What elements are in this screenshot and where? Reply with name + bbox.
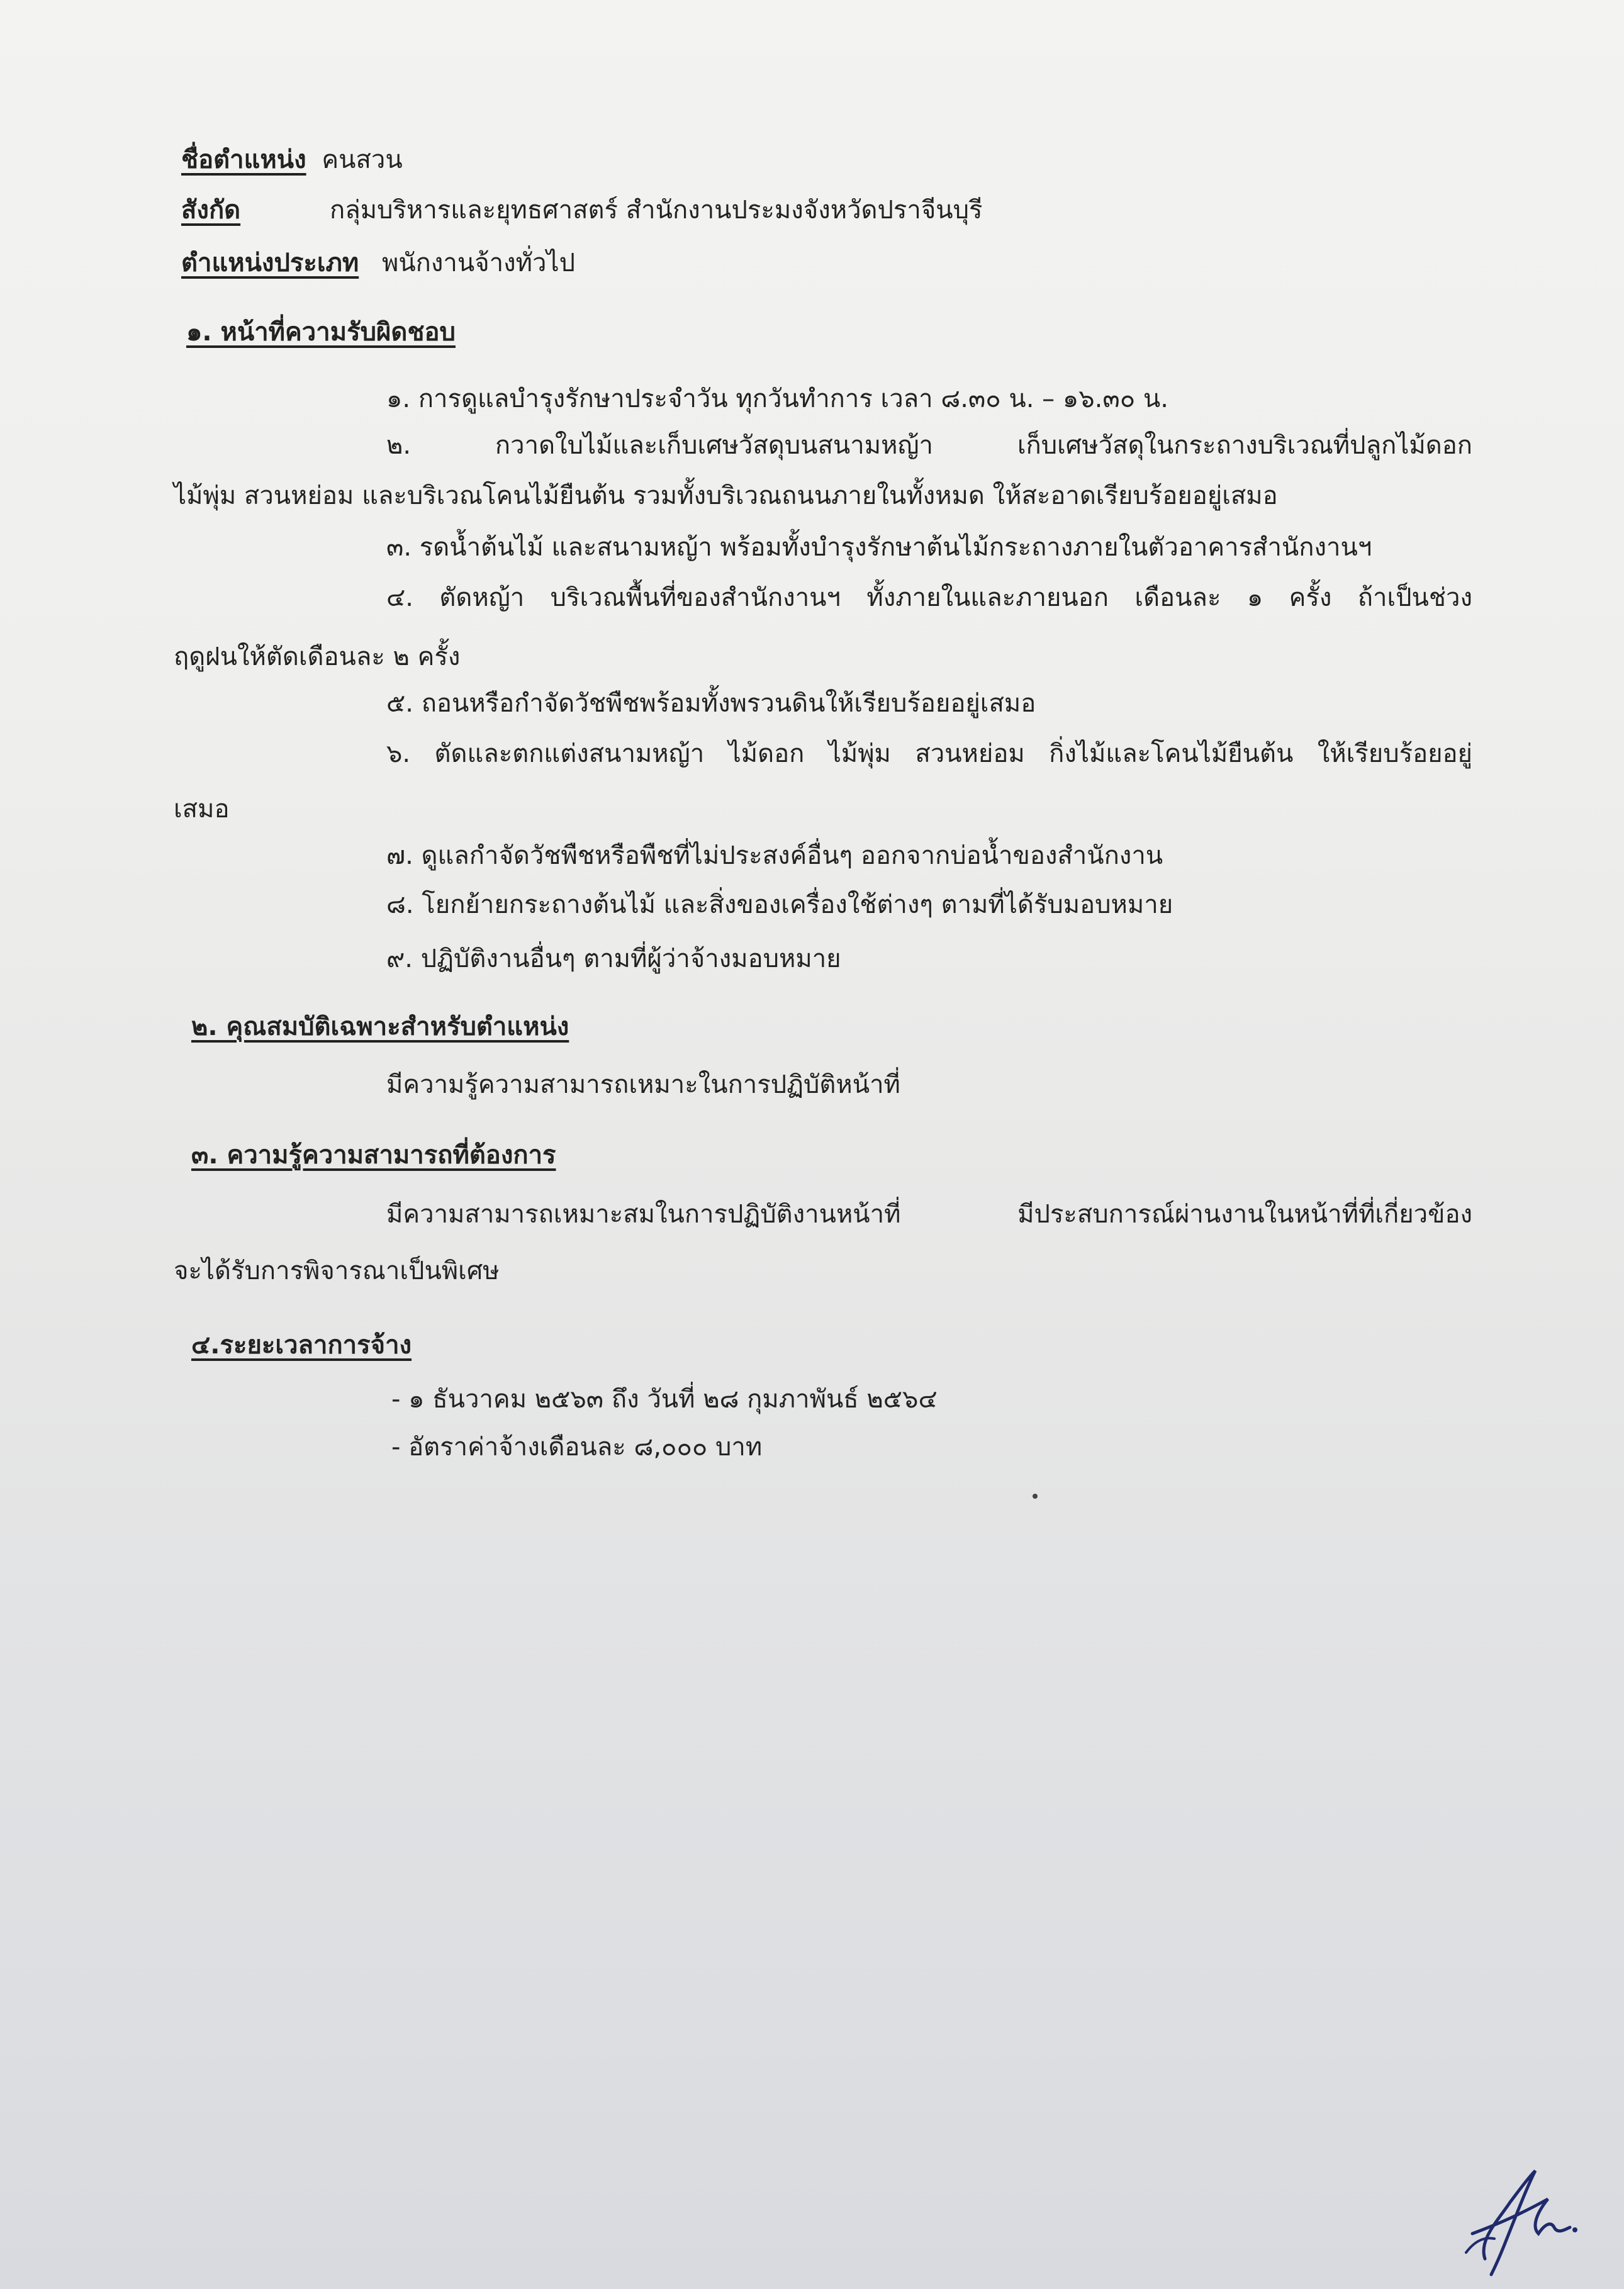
position-label: ชื่อตำแหน่ง [181, 145, 306, 174]
affiliation-label: สังกัด [181, 196, 241, 225]
affiliation-value: กลุ่มบริหารและยุทธศาสตร์ สำนักงานประมงจังหวัดปราจีนบุรี [330, 196, 983, 225]
affiliation-row [181, 193, 240, 228]
duty-item-1: ๑. การดูแลบำรุงรักษาประจำวัน ทุกวันทำการ เวลา ๘.๓๐ น. – ๑๖.๓๐ น. [386, 384, 1168, 413]
section2-text: มีความรู้ความสามารถเหมาะในการปฏิบัติหน้าที่ [386, 1070, 900, 1099]
duty-item-4: ๔. ตัดหญ้า บริเวณพื้นที่ของสำนักงานฯ ทั้งภายในและภายนอก เดือนละ ๑ ครั้ง ถ้าเป็นช่วง [386, 583, 1472, 612]
section3-line1: มีความสามารถเหมาะสมในการปฏิบัติงานหน้าที่ มีประสบการณ์ผ่านงานในหน้าที่ที่เกี่ยวข้อง [386, 1200, 1472, 1229]
duty-item-2: ๒. กวาดใบไม้และเก็บเศษวัสดุบนสนามหญ้า เก็บเศษวัสดุในกระถางบริเวณที่ปลูกไม้ดอก [386, 431, 1472, 460]
duty-item-6-cont: เสมอ [174, 795, 230, 824]
duty-item-5: ๕. ถอนหรือกำจัดวัชพืชพร้อมทั้งพรวนดินให้เรียบร้อยอยู่เสมอ [386, 689, 1036, 718]
section4-heading: ๔.ระยะเวลาการจ้าง [191, 1331, 412, 1360]
duty-item-9: ๙. ปฏิบัติงานอื่นๆ ตามที่ผู้ว่าจ้างมอบหมาย [386, 944, 841, 973]
duty-item-8: ๘. โยกย้ายกระถางต้นไม้ และสิ่งของเครื่องใช้ต่างๆ ตามที่ได้รับมอบหมาย [386, 890, 1173, 919]
type-value: พนักงานจ้างทั่วไป [381, 249, 575, 277]
section3-heading: ๓. ความรู้ความสามารถที่ต้องการ [191, 1141, 556, 1170]
type-row [181, 245, 575, 281]
position-value: คนสวน [322, 145, 403, 174]
type-label: ตำแหน่งประเภท [181, 249, 359, 277]
ink-dot [1033, 1494, 1038, 1499]
section1-heading: ๑. หน้าที่ความรับผิดชอบ [186, 318, 456, 347]
duty-item-3: ๓. รดน้ำต้นไม้ และสนามหญ้า พร้อมทั้งบำรุงรักษาต้นไม้กระถางภายในตัวอาคารสำนักงานฯ [386, 533, 1372, 562]
duty-item-7: ๗. ดูแลกำจัดวัชพืชหรือพืชที่ไม่ประสงค์อื่นๆ ออกจากบ่อน้ำของสำนักงาน [386, 841, 1163, 870]
duty-item-2-cont: ไม้พุ่ม สวนหย่อม และบริเวณโคนไม้ยืนต้น รวมทั้งบริเวณถนนภายในทั้งหมด ให้สะอาดเรียบร้อยอยู่เสมอ [174, 481, 1278, 510]
section3-line2: จะได้รับการพิจารณาเป็นพิเศษ [174, 1256, 500, 1285]
duty-item-6: ๖. ตัดและตกแต่งสนามหญ้า ไม้ดอก ไม้พุ่ม สวนหย่อม กิ่งไม้และโคนไม้ยืนต้น ให้เรียบร้อยอยู่ [386, 739, 1472, 768]
monthly-wage: - อัตราค่าจ้างเดือนละ ๘,๐๐๐ บาท [391, 1433, 763, 1462]
position-row [181, 142, 403, 177]
section2-heading: ๒. คุณสมบัติเฉพาะสำหรับตำแหน่ง [191, 1012, 569, 1041]
employment-period: - ๑ ธันวาคม ๒๕๖๓ ถึง วันที่ ๒๘ กุมภาพันธ์ ๒๕๖๔ [391, 1385, 938, 1414]
handwritten-signature-icon [1460, 2164, 1586, 2278]
duty-item-4-cont: ฤดูฝนให้ตัดเดือนละ ๒ ครั้ง [174, 642, 461, 671]
